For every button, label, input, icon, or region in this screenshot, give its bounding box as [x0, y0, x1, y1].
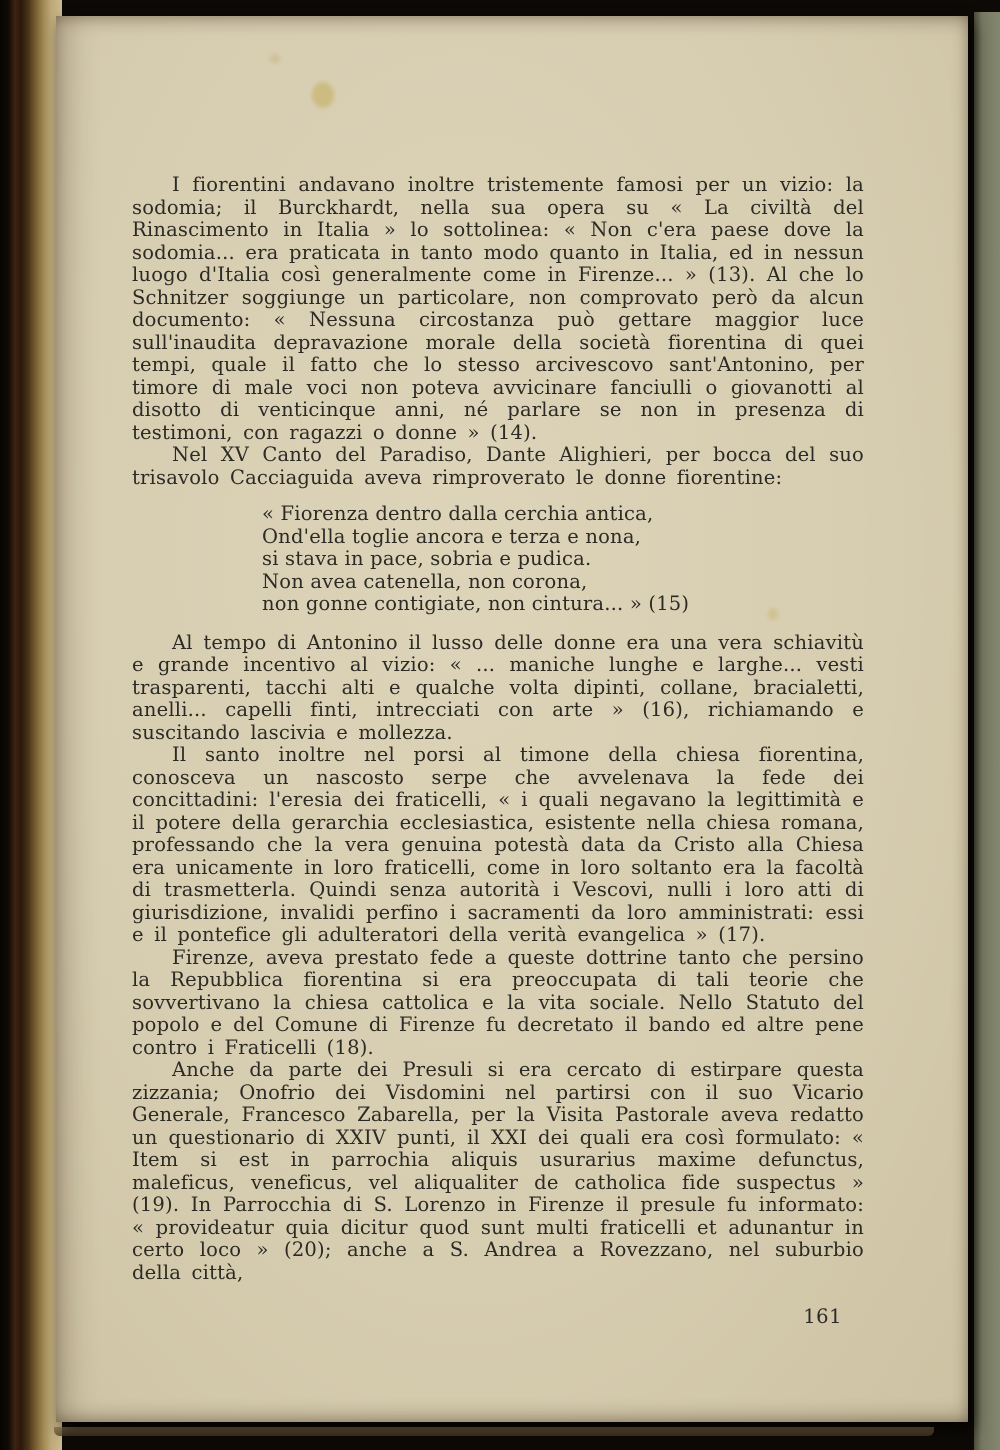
paper-stain: [270, 54, 280, 63]
page-number: 161: [803, 1305, 842, 1328]
verse-block: [262, 503, 864, 616]
verse-line: Ond'ella toglie ancora e terza e nona,: [262, 524, 642, 548]
paragraph: Il santo inoltre nel porsi al timone della chiesa fiorentina, conosceva un nascosto serpe che avvelenava la fede dei concittadini: l'eresia dei fraticelli, « i quali negavano la legittimità e il potere della gerarchia ecclesiastica, esistente nella chiesa romana, professando che la vera genuina potestà data da Cristo alla Chiesa era unicamente in loro fraticelli, come in loro soltanto era la facoltà di trasmetterla. Quindi senza autorità i Vescovi, nulli i loro atti di giurisdizione, invalidi perfino i sacramenti da loro amministrati: essi e il pontefice gli adulteratori della verità evangelica » (17).: [132, 743, 864, 946]
paragraph: I fiorentini andavano inoltre tristemente famosi per un vizio: la sodomia; il Burckhardt, nella sua opera su « La civiltà del Rinascimento in Italia » lo sottolinea: « Non c'era paese dove la sodomia... era praticata in tanto modo quanto in Italia, ed in nessun luogo d'Italia così generalmente come in Firenze... » (13). Al che lo Schnitzer soggiunge un particolare, non comprovato però da alcun documento: « Nessuna circostanza può gettare maggior luce sull'inaudita depravazione morale della società fiorentina di quei tempi, quale il fatto che lo stesso arcivescovo sant'Antonino, per timore di male voci non poteva avvicinare fanciulli o giovanotti al disotto di venticinque anni, né parlare se non in presenza di testimoni, con ragazzi o donne » (14).: [132, 173, 864, 444]
book-page: [56, 16, 968, 1422]
book-right-page-edges: [974, 12, 1000, 1450]
paragraph: Anche da parte dei Presuli si era cercato di estirpare questa zizzania; Onofrio dei Visdomini nel partirsi con il suo Vicario Generale, Francesco Zabarella, per la Visita Pastorale aveva redatto un questionario di XXIV punti, il XXI dei quali era così formulato: « Item si est in parrochia aliquis usurarius maxime defunctus, maleficus, veneficus, vel aliqualiter de catholica fide suspectus » (19). In Parrocchia di S. Lorenzo in Firenze il presule fu informato: « provideatur quia dicitur quod sunt multi fraticelli et adunantur in certo loco » (20); anche a S. Andrea a Rovezzano, nel suburbio della città,: [132, 1058, 864, 1284]
verse-line: si stava in pace, sobria e pudica.: [262, 547, 592, 570]
paragraph: Nel XV Canto del Paradiso, Dante Alighieri, per bocca del suo trisavolo Cacciaguida aveva rimproverato le donne fiorentine:: [132, 443, 864, 489]
book-bottom-page-edges: [54, 1427, 934, 1436]
text-block: [132, 174, 864, 1329]
paragraph: Al tempo di Antonino il lusso delle donne era una vera schiavitù e grande incentivo al vizio: « ... maniche lunghe e larghe... vesti trasparenti, tacchi alti e qualche volta dipinti, collane, bracialetti, anelli... capelli finti, intrecciati con arte » (16), richiamando e suscitando lascivia e mollezza.: [132, 630, 864, 744]
verse-line: non gonne contigiate, non cintura... » (15): [262, 592, 690, 615]
book-spine-edge: [0, 0, 62, 1450]
paragraph: Firenze, aveva prestato fede a queste dottrine tanto che persino la Repubblica fiorentina si era preoccupata di tali teorie che sovvertivano la chiesa cattolica e la vita sociale. Nello Statuto del popolo e del Comune di Firenze fu decretato il bando ed altre pene contro i Fraticelli (18).: [132, 945, 864, 1059]
verse-line: « Fiorenza dentro dalla cerchia antica,: [262, 502, 654, 525]
verse-line: Non avea catenella, non corona,: [262, 569, 588, 593]
paper-stain: [312, 82, 334, 108]
